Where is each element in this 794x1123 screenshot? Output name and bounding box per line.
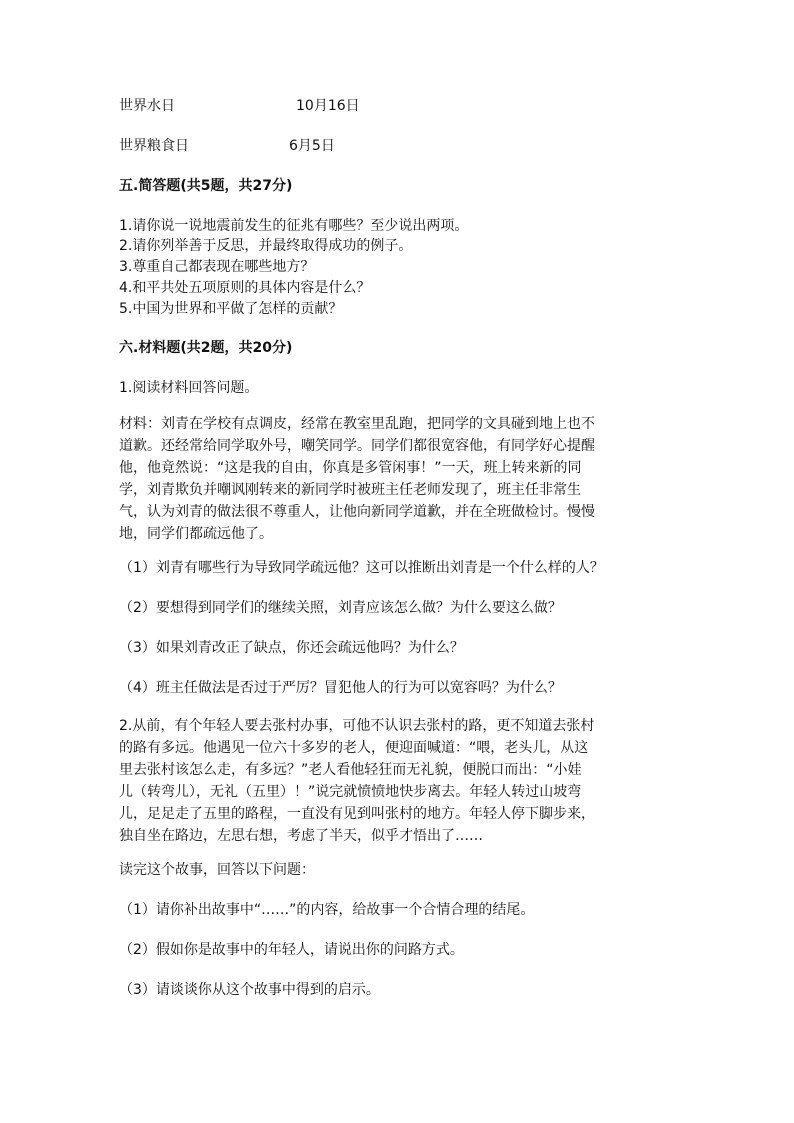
question-item: 3.尊重自己都表现在哪些地方？ [119, 259, 315, 275]
sub-question: （1）请你补出故事中“……”的内容，给故事一个合情合理的结尾。 [119, 902, 535, 918]
story-line: 儿（转弯儿），无礼（五里）！”说完就愤愤地快步离去。年轻人转过山坡弯 [119, 784, 582, 800]
material-line: 气，认为刘青的做法很不尊重人，让他向新同学道歉，并在全班做检讨。慢慢 [119, 504, 595, 520]
material-paragraph [119, 413, 679, 545]
story-line: 里去张村该怎么走，有多远？”老人看他轻狂而无礼貌，便脱口而出：“小娃 [119, 762, 582, 778]
material-line: 材料：刘青在学校有点调皮，经常在教室里乱跑，把同学的文具碰到地上也不 [119, 416, 595, 432]
matching-right: 6月5日 [289, 138, 335, 154]
section-title: 六.材料题(共2题，共20分) [119, 340, 293, 356]
question-item: 1.请你说一说地震前发生的征兆有哪些？至少说出两项。 [119, 218, 469, 234]
matching-left: 世界粮食日 [119, 138, 189, 154]
matching-row [119, 136, 189, 156]
story-paragraph [119, 715, 679, 847]
sub-question: （4）班主任做法是否过于严厉？冒犯他人的行为可以宽容吗？为什么？ [119, 680, 562, 696]
sub-question: （3）如果刘青改正了缺点，你还会疏远他吗？为什么？ [119, 640, 464, 656]
question-prompt: 读完这个故事，回答以下问题： [119, 862, 315, 878]
sub-question: （3）请谈谈你从这个故事中得到的启示。 [119, 982, 380, 998]
story-line: 的路有多远。他遇见一位六十多岁的老人，便迎面喊道：“喂，老头儿，从这 [119, 740, 589, 756]
sub-question: （1）刘青有哪些行为导致同学疏远他？这可以推断出刘青是一个什么样的人？ [119, 560, 604, 576]
question-prompt: 1.阅读材料回答问题。 [119, 380, 259, 396]
question-item: 5.中国为世界和平做了怎样的贡献？ [119, 301, 343, 317]
story-line: 2.从前，有个年轻人要去张村办事，可他不认识去张村的路，更不知道去张村 [119, 718, 595, 734]
sub-question: （2）假如你是故事中的年轻人，请说出你的问路方式。 [119, 942, 464, 958]
story-line: 儿，足足走了五里的路程，一直没有见到叫张村的地方。年轻人停下脚步来， [119, 806, 595, 822]
story-line: 独自坐在路边，左思右想，考虑了半天，似乎才悟出了…… [119, 828, 483, 844]
material-line: 他，他竟然说：“这是我的自由，你真是多管闲事！”一天，班上转来新的同 [119, 460, 582, 476]
question-item: 4.和平共处五项原则的具体内容是什么？ [119, 280, 371, 296]
question-item: 2.请你列举善于反思，并最终取得成功的例子。 [119, 238, 413, 254]
material-line: 地，同学们都疏远他了。 [119, 526, 273, 542]
matching-right: 10月16日 [296, 98, 360, 114]
material-line: 学，刘青欺负并嘲讽刚转来的新同学时被班主任老师发现了，班主任非常生 [119, 482, 581, 498]
material-line: 道歉。还经常给同学取外号，嘲笑同学。同学们都很宽容他，有同学好心提醒 [119, 438, 595, 454]
section-title: 五.简答题(共5题，共27分) [119, 178, 293, 194]
sub-question: （2）要想得到同学们的继续关照，刘青应该怎么做？为什么要这么做？ [119, 600, 562, 616]
matching-left: 世界水日 [119, 98, 175, 114]
matching-row [119, 96, 175, 116]
